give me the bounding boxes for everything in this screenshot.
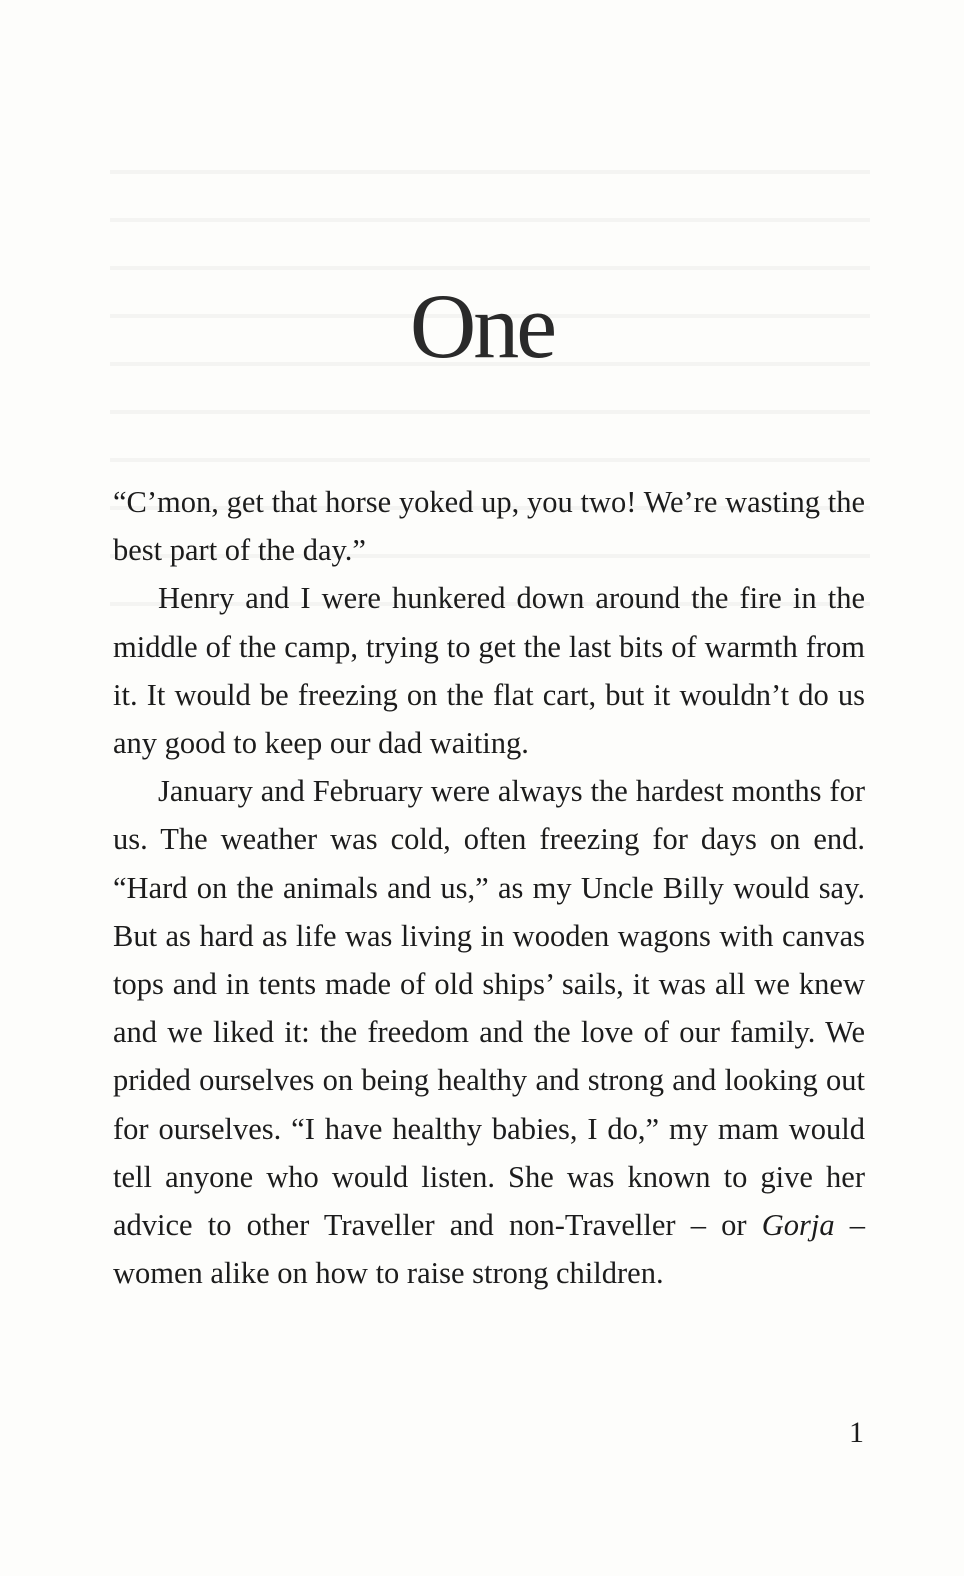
body-text	[113, 478, 865, 1297]
paragraph-1: “C’mon, get that horse yoked up, you two! We’re wasting the best part of the day.”	[113, 485, 865, 568]
page-number: 1	[849, 1416, 864, 1449]
paragraph-3-italic-word: Gorja	[761, 1208, 835, 1243]
paragraph-2: Henry and I were hunkered down around the fire in the middle of the camp, trying to get the last bits of warmth from it. It would be freezing on the flat cart, but it wouldn’t do us any good to keep our dad waiting.	[113, 581, 865, 761]
paragraph-3	[113, 767, 865, 1297]
paragraph-3-text-before: January and February were always the hardest months for us. The weather was cold, often freezing for days on end. “Hard on the animals and us,” as my Uncle Billy would say. But as hard as life was living in wooden wagons with canvas tops and in tents made of old ships’ sails, it was all we knew and we liked it: the freedom and the love of our family. We prided ourselves on being healthy and strong and looking out for ourselves. “I have healthy babies, I do,” my mam would tell anyone who would listen. She was known to give her advice to other Traveller and non-Traveller – or	[113, 774, 865, 1243]
chapter-title: One	[409, 275, 555, 377]
paragraph-3-text-after: – women alike on how to raise strong children.	[113, 1208, 865, 1291]
